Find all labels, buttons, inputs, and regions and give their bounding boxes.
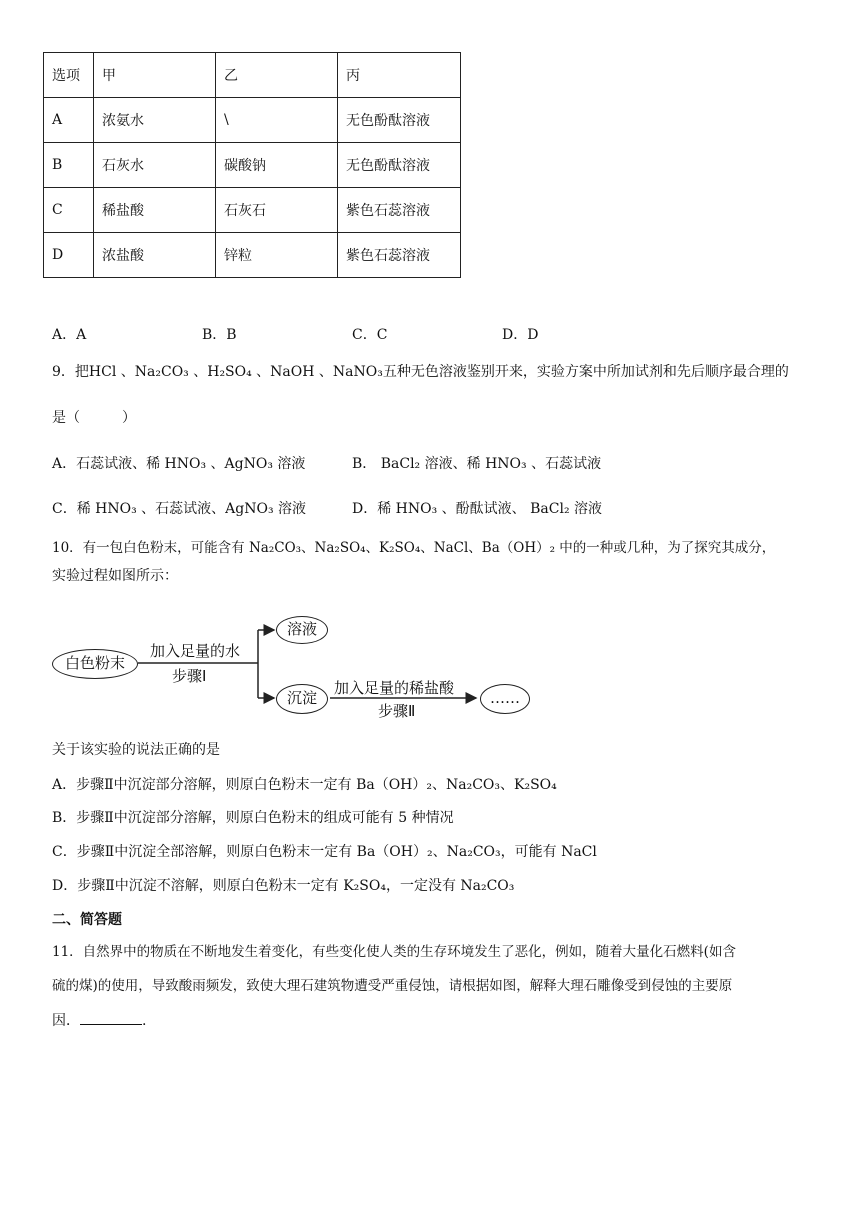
q10-choice-c: C．步骤Ⅱ中沉淀全部溶解，则原白色粉末一定有 Ba（OH）₂、Na₂CO₃，可能有 NaCl: [52, 844, 597, 860]
q9-stem-line1: [52, 362, 789, 382]
q10-prompt: 关于该实验的说法正确的是: [52, 742, 220, 758]
step2-label-bottom: 步骤Ⅱ: [378, 702, 416, 720]
table-cell: 浓氨水: [94, 98, 216, 143]
q9-formulas: HCl 、Na₂CO₃ 、H₂SO₄ 、NaOH 、NaNO₃: [88, 364, 383, 380]
q9-choice-a: A．石蕊试液、稀 HNO₃ 、AgNO₃ 溶液: [52, 456, 306, 472]
table-cell: 石灰水: [94, 143, 216, 188]
table-cell: B: [44, 143, 94, 188]
table-cell: D: [44, 233, 94, 278]
table-cell: 紫色石蕊溶液: [338, 188, 461, 233]
step1-label-top: 加入足量的水: [150, 642, 241, 660]
table-row: [44, 188, 461, 233]
q8-choice-c: C．C: [352, 327, 388, 343]
q8-choice-a: A．A: [52, 327, 87, 343]
table-cell: C: [44, 188, 94, 233]
node-solution: 溶液: [276, 616, 328, 644]
table-row: [44, 143, 461, 188]
step2-label-top: 加入足量的稀盐酸: [334, 679, 455, 697]
table-cell: A: [44, 98, 94, 143]
table-cell: 碳酸钠: [216, 143, 338, 188]
q8-choice-b: B．B: [202, 327, 237, 343]
table-cell: 选项: [44, 53, 94, 98]
table-header-row: [44, 53, 461, 98]
q9-choice-b: B． BaCl₂ 溶液、稀 HNO₃ 、石蕊试液: [352, 456, 602, 472]
table-cell: 浓盐酸: [94, 233, 216, 278]
q11-line3-text: 因．: [52, 1013, 80, 1029]
q11-stem-line2: 硫的煤)的使用，导致酸雨频发，致使大理石建筑物遭受严重侵蚀，请根据如图，解释大理石雕像受到侵蚀的主要原: [52, 978, 733, 994]
table-row: [44, 233, 461, 278]
table-cell: 甲: [94, 53, 216, 98]
section-heading: 二、简答题: [52, 912, 122, 928]
q10-choice-a: A．步骤Ⅱ中沉淀部分溶解，则原白色粉末一定有 Ba（OH）₂、Na₂CO₃、K₂SO₄: [52, 777, 557, 793]
q8-choice-d: D．D: [502, 327, 539, 343]
node-precipitate: 沉淀: [276, 684, 328, 714]
node-further-steps: ……: [480, 684, 530, 714]
table-cell: \: [216, 98, 338, 143]
q10-stem-line2: 实验过程如图所示：: [52, 568, 178, 584]
table-cell: 石灰石: [216, 188, 338, 233]
q10-choice-d: D．步骤Ⅱ中沉淀不溶解，则原白色粉末一定有 K₂SO₄，一定没有 Na₂CO₃: [52, 878, 515, 894]
answer-blank[interactable]: [80, 1010, 142, 1025]
table-cell: 锌粒: [216, 233, 338, 278]
table-cell: 无色酚酞溶液: [338, 143, 461, 188]
q9-stem-rest: 五种无色溶液鉴别开来，实验方案中所加试剂和先后顺序最合理的: [382, 364, 789, 380]
table-cell: 无色酚酞溶液: [338, 98, 461, 143]
q9-number: 9．把: [52, 364, 89, 380]
q9-choice-c: C．稀 HNO₃ 、石蕊试液、AgNO₃ 溶液: [52, 501, 307, 517]
table-cell: 稀盐酸: [94, 188, 216, 233]
options-table: [43, 52, 461, 278]
q9-choice-d: D．稀 HNO₃ 、酚酞试液、 BaCl₂ 溶液: [352, 501, 603, 517]
node-white-powder: 白色粉末: [52, 649, 138, 679]
table-cell: 紫色石蕊溶液: [338, 233, 461, 278]
q11-period: .: [142, 1013, 147, 1029]
q10-choice-b: B．步骤Ⅱ中沉淀部分溶解，则原白色粉末的组成可能有 5 种情况: [52, 810, 454, 826]
table-cell: 丙: [338, 53, 461, 98]
q10-stem-line1: 10．有一包白色粉末，可能含有 Na₂CO₃、Na₂SO₄、K₂SO₄、NaCl、Ba（OH）₂ 中的一种或几种，为了探究其成分，: [52, 540, 776, 556]
step1-label-bottom: 步骤Ⅰ: [172, 667, 207, 685]
q9-stem-line2: 是（ ）: [52, 410, 136, 426]
table-cell: 乙: [216, 53, 338, 98]
table-row: [44, 98, 461, 143]
q11-stem-line1: 11．自然界中的物质在不断地发生着变化，有些变化使人类的生存环境发生了恶化，例如，随着大量化石燃料(如含: [52, 944, 736, 960]
q11-stem-line3: [52, 1010, 146, 1031]
